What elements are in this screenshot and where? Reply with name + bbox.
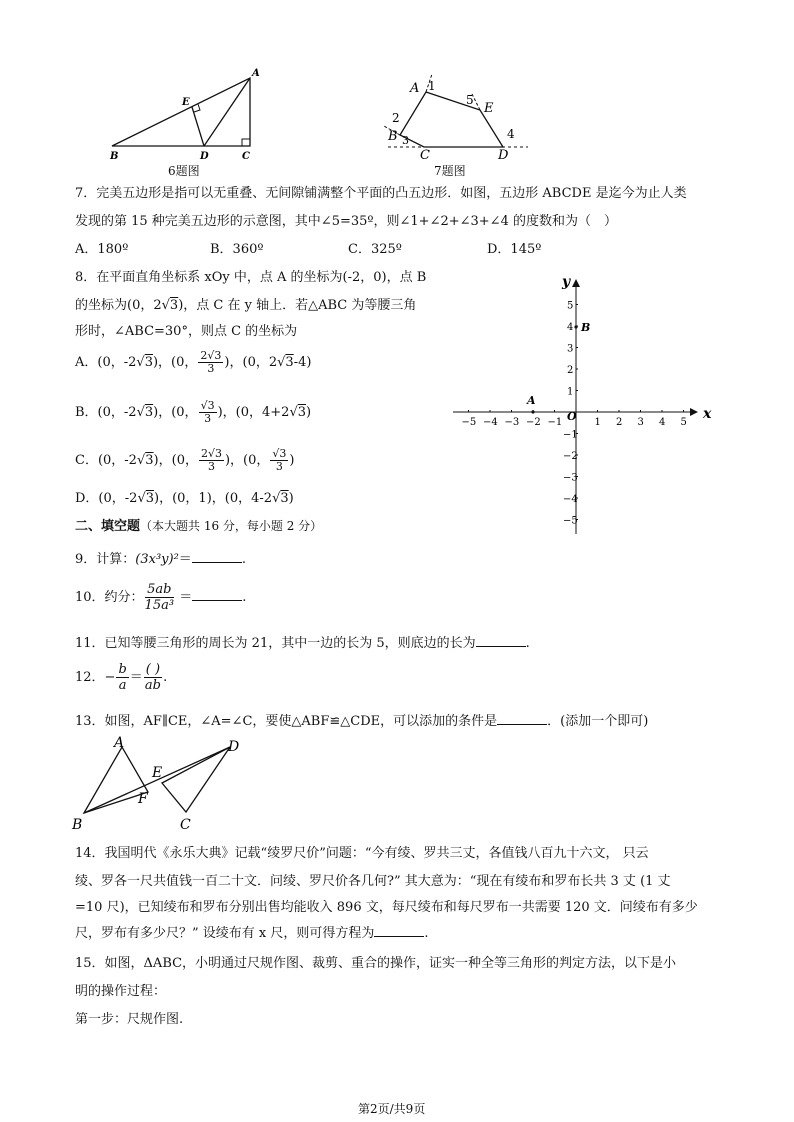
q10-den: 15a³ xyxy=(144,598,175,613)
q13-blank[interactable] xyxy=(497,712,547,725)
frac-den: 3 xyxy=(204,412,212,425)
q13-text: 13．如图，AF∥CE，∠A=∠C，要使△ABF≌△CDE，可以添加的条件是 xyxy=(75,714,498,729)
opt-text: A．(0，-2 xyxy=(75,355,137,370)
x-tick-label: −3 xyxy=(504,417,520,428)
q14-end: . xyxy=(424,926,429,941)
y-tick-label: 2 xyxy=(567,365,574,376)
angle-3: 3 xyxy=(402,134,409,147)
frac-num: √3 xyxy=(200,399,215,412)
q7-option-a[interactable]: A．180º xyxy=(75,242,129,257)
x-axis-label: x xyxy=(703,406,712,422)
x-tick-label: −4 xyxy=(483,417,498,428)
frac-den: 3 xyxy=(275,460,283,473)
label-b: B xyxy=(388,129,398,144)
label-a: A xyxy=(410,81,420,96)
label-d: D xyxy=(200,151,209,162)
figure-6 xyxy=(100,66,270,176)
opt-text: )，(0，2 xyxy=(224,355,278,370)
fraction xyxy=(199,448,224,473)
triangle-abc xyxy=(112,78,250,146)
q14-line-4-text: 尺，罗布有多少尺？” 设绫布有 x 尺，则可得方程为 xyxy=(75,926,375,941)
opt-text: ) xyxy=(306,405,312,420)
figure-6-caption: 6题图 xyxy=(168,164,200,178)
q9-prefix: 9．计算： xyxy=(75,552,136,567)
y-tick-label: 5 xyxy=(567,300,574,312)
section-2-heading xyxy=(75,515,322,534)
q12-fraction-left xyxy=(116,662,128,693)
opt-text: B．(0，-2 xyxy=(75,405,137,420)
frac-num: 2√3 xyxy=(200,447,222,460)
q12-rden: ab xyxy=(144,678,161,693)
label-c: C xyxy=(420,148,430,160)
opt-text: )，(0， xyxy=(224,453,270,468)
q8-line-2a: 的坐标为(0，2 xyxy=(75,298,162,313)
fraction xyxy=(270,448,288,473)
opt-radicand: 3 xyxy=(297,405,307,420)
section-note: （本大题共 16 分，每小题 2 分） xyxy=(140,519,323,533)
opt-radicand: 3 xyxy=(280,491,289,506)
q12-den: a xyxy=(118,678,127,693)
label-c: C xyxy=(242,151,250,162)
q10-blank[interactable] xyxy=(192,588,242,601)
q15-line-2: 明的操作过程： xyxy=(75,984,167,999)
y-tick-label: 4 xyxy=(567,322,574,333)
q12-blank-num[interactable]: ( ) xyxy=(145,662,161,677)
opt-text: )，(0， xyxy=(153,405,198,420)
q7-option-d[interactable]: D．145º xyxy=(487,242,542,257)
q14-line-3: =10 尺)，已知绫布和罗布分别出售均能收入 896 文，每尺绫布和每尺罗布一共需要 120 文．问绫布有多少 xyxy=(75,900,698,915)
opt-text: C．(0，-2 xyxy=(75,453,137,468)
q11-end: . xyxy=(525,636,530,651)
triangle-cde xyxy=(162,747,230,812)
q11-blank[interactable] xyxy=(476,634,526,647)
label-d: D xyxy=(498,148,509,160)
opt-radicand: 3 xyxy=(144,405,154,420)
angle-2: 2 xyxy=(392,111,400,125)
point-b-label: B xyxy=(581,321,591,334)
point-b xyxy=(574,325,577,328)
y-tick-label: 1 xyxy=(567,386,574,398)
q12 xyxy=(75,662,167,693)
q10-prefix: 10．约分： xyxy=(75,590,144,605)
q8-option-d[interactable]: D．(0，-2√3)，(0，1)，(0，4-2√3) xyxy=(75,491,294,506)
y-tick-label: −1 xyxy=(563,429,578,441)
q10-equals: ＝ xyxy=(179,590,193,605)
opt-radicand: 3 xyxy=(145,453,154,468)
q8-line-2 xyxy=(75,294,416,313)
frac-num: √3 xyxy=(272,447,287,460)
q10 xyxy=(75,582,246,613)
q10-end: . xyxy=(242,590,247,605)
x-tick-label: 3 xyxy=(637,417,644,428)
q9 xyxy=(75,548,246,567)
q7-option-b[interactable]: B．360º xyxy=(210,242,264,257)
label-e: E xyxy=(484,101,494,116)
frac-den: 3 xyxy=(207,362,215,375)
q14-line-2: 绫、罗各一尺共值钱一百二十文．问绫、罗尺价各几何?” 其大意为：“现在有绫布和罗布长共 3 丈 (1 丈 xyxy=(75,874,671,889)
sqrt-sign: √ xyxy=(161,298,170,313)
label-e: E xyxy=(182,97,190,108)
opt-radicand: 3 xyxy=(144,355,153,370)
label-a: A xyxy=(252,68,260,79)
x-tick-label: −1 xyxy=(547,417,563,428)
y-tick-label: −3 xyxy=(563,472,578,484)
q9-blank[interactable] xyxy=(192,550,242,563)
coordinate-plane xyxy=(445,272,720,540)
point-a xyxy=(531,410,534,413)
q12-minus: − xyxy=(104,670,116,685)
angle-1: 1 xyxy=(428,79,436,93)
opt-text: ) xyxy=(288,491,294,506)
q12-fraction-right[interactable] xyxy=(144,662,162,693)
point-a-label: A xyxy=(527,394,536,407)
q8-line-3: 形时，∠ABC=30°，则点 C 的坐标为 xyxy=(75,324,298,339)
q12-equals: ＝ xyxy=(129,670,143,685)
q11 xyxy=(75,632,530,651)
segment-de xyxy=(192,107,204,146)
x-tick-label: 4 xyxy=(659,417,666,428)
opt-text: )，(0， xyxy=(153,453,198,468)
x-tick-label: −5 xyxy=(461,417,477,428)
angle-5: 5 xyxy=(466,93,474,107)
frac-den: 3 xyxy=(207,460,215,473)
q15-step-1: 第一步：尺规作图. xyxy=(75,1012,184,1027)
q14-line-4 xyxy=(75,922,429,941)
label-c: C xyxy=(180,817,191,833)
q8-option-b[interactable]: B．(0，-2√3)，(0， $\frac{√3}{3}$ )，(0，4+2√3) xyxy=(75,399,312,425)
opt-radicand: 3 xyxy=(145,491,155,506)
y-tick-label: 3 xyxy=(567,343,574,355)
q10-num: 5ab xyxy=(145,582,175,598)
y-tick-label: −4 xyxy=(563,494,578,505)
q14-blank[interactable] xyxy=(374,924,424,937)
label-e: E xyxy=(152,765,163,781)
x-tick-label: 2 xyxy=(616,417,623,428)
q15-line-1: 15．如图，ΔABC，小明通过尺规作图、裁剪、重合的操作，证实一种全等三角形的判定方法，以下是小 xyxy=(75,956,677,971)
q12-end: . xyxy=(163,670,168,685)
origin-label: O xyxy=(567,410,577,423)
label-d: D xyxy=(228,739,240,755)
opt-text: ) xyxy=(289,453,295,468)
x-tick-label: −2 xyxy=(526,417,541,428)
figure-7 xyxy=(380,70,540,160)
page-footer: 第2页/共9页 xyxy=(358,1102,426,1116)
right-angle-c xyxy=(242,139,250,146)
q8-option-c[interactable]: C．(0，-2√3)，(0， $\frac{2√3}{3}$ )，(0， $\frac{√3}{3}$ ) xyxy=(75,447,295,473)
q8-line-2b: 3 xyxy=(169,298,179,313)
fraction xyxy=(198,350,223,375)
q7-line-1: 7．完美五边形是指可以无重叠、无间隙铺满整个平面的凸五边形．如图，五边形 ABCDE 是迄今为止人类 xyxy=(75,186,687,201)
q8-option-a[interactable]: A．(0，-2√3)，(0， $\frac{2√3}{3}$ )，(0，2√3-4) xyxy=(75,349,312,375)
section-title: 二、填空题 xyxy=(75,519,141,534)
figure-7-caption: 7题图 xyxy=(434,164,466,178)
label-b: B xyxy=(110,151,119,162)
x-tick-label: 1 xyxy=(594,417,601,428)
q12-prefix: 12． xyxy=(75,670,105,685)
segment-da xyxy=(204,78,250,146)
q10-fraction xyxy=(145,582,175,613)
fraction xyxy=(199,400,217,425)
label-f: F xyxy=(138,791,148,807)
opt-radicand: 3 xyxy=(285,355,294,370)
label-a: A xyxy=(114,735,125,751)
q13 xyxy=(75,710,648,729)
q14-line-1: 14．我国明代《永乐大典》记载“绫罗尺价”问题：“今有绫、罗共三丈，各值钱八百九十六文， 只云 xyxy=(75,846,649,861)
angle-4: 4 xyxy=(507,127,515,141)
q7-line-2: 发现的第 15 种完美五边形的示意图，其中∠5=35º，则∠1+∠2+∠3+∠4 的度数和为（ ） xyxy=(75,214,617,229)
q7-option-c[interactable]: C．325º xyxy=(348,242,402,257)
opt-text: D．(0，-2 xyxy=(75,491,138,506)
label-b: B xyxy=(72,817,83,833)
q9-equals: ＝ xyxy=(178,552,192,567)
q12-num: b xyxy=(118,662,127,677)
q9-end: . xyxy=(241,552,246,567)
frac-num: 2√3 xyxy=(200,349,222,362)
q13-end: ．(添加一个即可) xyxy=(547,714,649,729)
q8-line-2c: )，点 C 在 y 轴上．若△ABC 为等腰三角 xyxy=(178,298,417,313)
q11-text: 11．已知等腰三角形的周长为 21，其中一边的长为 5，则底边的长为 xyxy=(75,636,476,651)
q8-line-1: 8．在平面直角坐标系 xOy 中，点 A 的坐标为(-2，0)，点 B xyxy=(75,270,427,285)
figure-13 xyxy=(70,735,260,835)
y-tick-label: −2 xyxy=(563,451,578,462)
x-tick-label: 5 xyxy=(680,417,687,428)
opt-text: )，(0， xyxy=(152,355,198,370)
opt-text: )，(0，1)，(0，4-2 xyxy=(154,491,273,506)
y-tick-label: −5 xyxy=(563,515,578,527)
opt-text: )，(0，4+2 xyxy=(217,405,290,420)
y-axis-label: y xyxy=(562,274,571,290)
q9-expression: (3x³y)² xyxy=(135,552,179,567)
opt-text: -4) xyxy=(293,355,312,370)
